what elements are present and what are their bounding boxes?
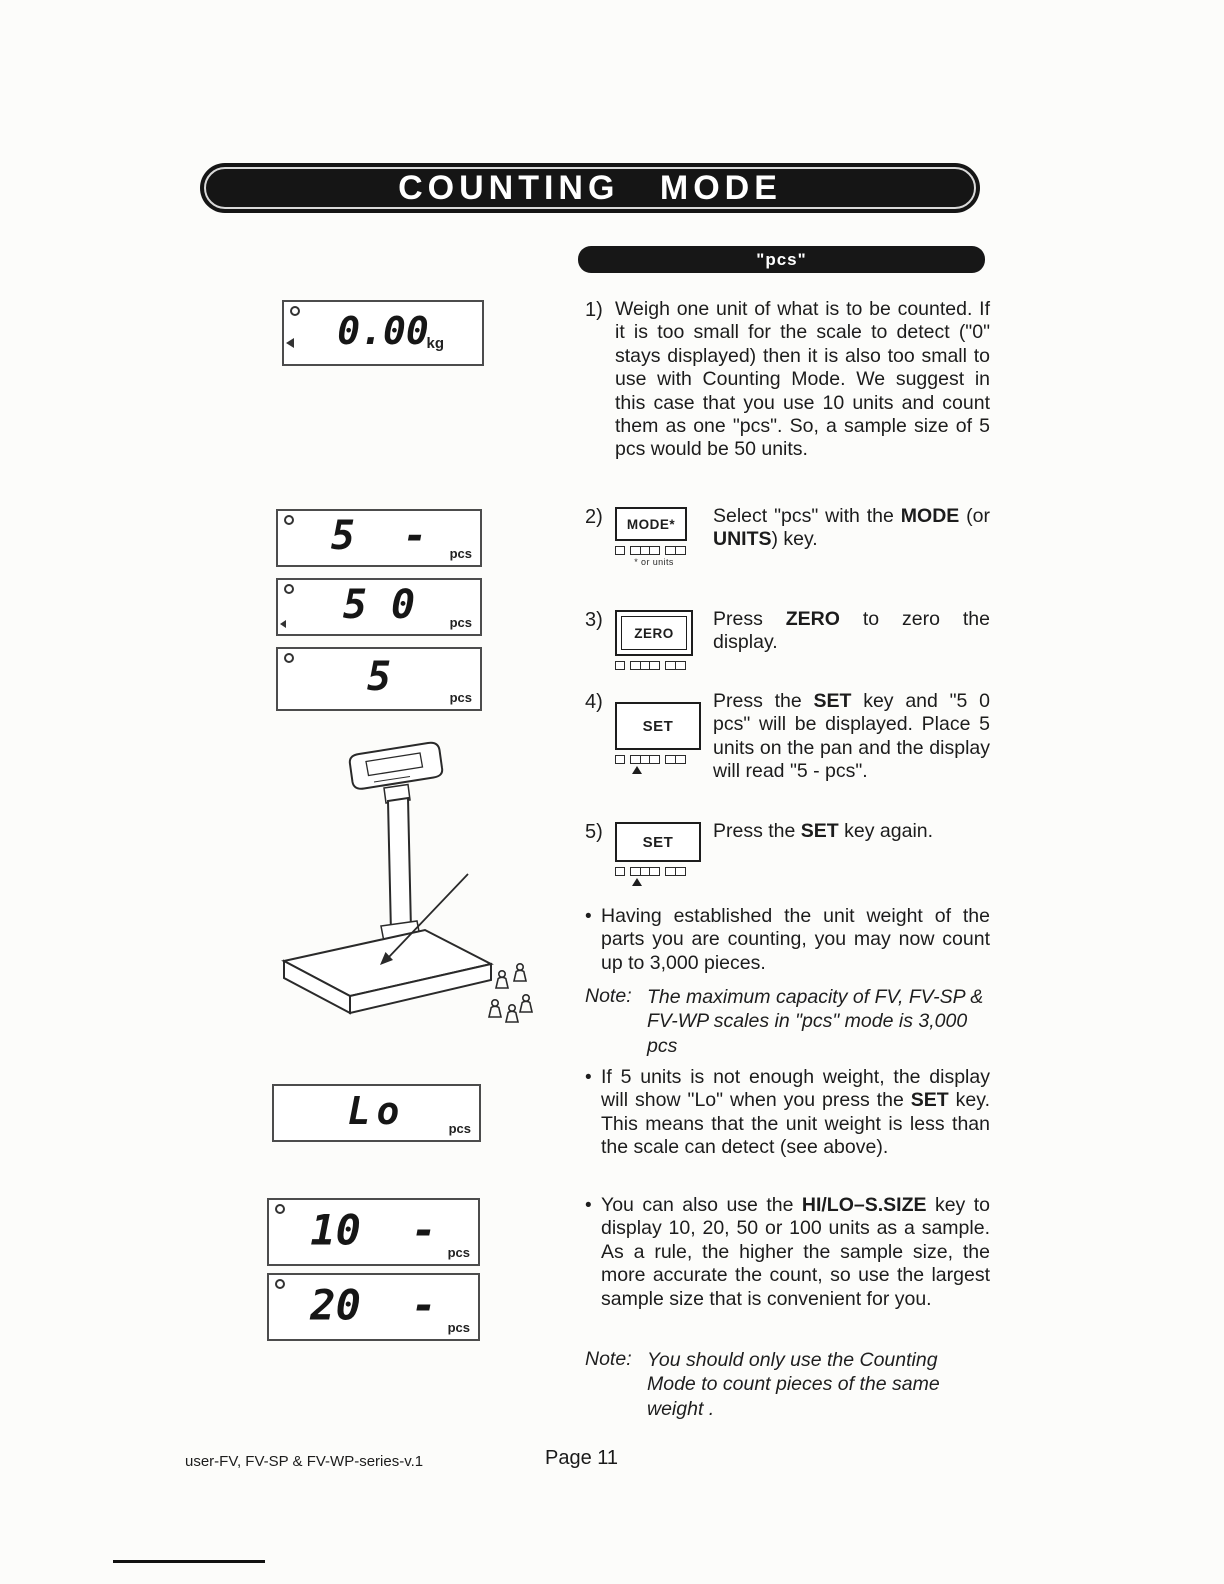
lcd-unit: pcs xyxy=(449,690,472,705)
section-banner xyxy=(200,163,980,213)
set-key xyxy=(615,702,701,750)
mode-key-label: MODE* xyxy=(626,516,676,532)
note-max-capacity xyxy=(585,985,990,1058)
lcd-display-sample-50 xyxy=(276,578,482,636)
bottom-rule xyxy=(113,1560,265,1563)
bullet-sample-size xyxy=(585,1194,990,1311)
bullet-marker: • xyxy=(585,1195,592,1216)
key-column xyxy=(615,690,713,784)
lcd-value: 10 - xyxy=(310,1205,437,1255)
keypad-icon xyxy=(615,660,713,670)
lcd-unit: kg xyxy=(426,335,444,352)
lcd-display-sample-5 xyxy=(276,647,482,711)
step-text: Press ZERO to zero the display. xyxy=(713,608,990,654)
step-4 xyxy=(585,690,990,784)
step-number: 3) xyxy=(585,609,603,631)
lcd-display-sample-5-dash xyxy=(276,509,482,567)
platform xyxy=(284,930,491,1013)
step-text: Weigh one unit of what is to be counted. If it is too small for the scale to detect ("0" stays displayed) then it is also too small to use with Counting Mode. We suggest in this case that you use 10 units and count them as one "pcs". So, a sample size of 5 pcs would be 50 units. xyxy=(615,298,990,461)
lcd-unit: pcs xyxy=(447,1245,470,1260)
caret-up-icon xyxy=(632,878,642,886)
lcd-unit: pcs xyxy=(449,546,472,561)
mode-key xyxy=(615,507,687,541)
note-text: The maximum capacity of FV, FV-SP & FV-WP scales in "pcs" mode is 3,000 pcs xyxy=(647,986,984,1057)
lcd-display-lo xyxy=(272,1084,481,1142)
lcd-value: 5 0 xyxy=(342,582,416,629)
bullet-marker: • xyxy=(585,1067,592,1088)
step-text: Select "pcs" with the MODE (or UNITS) key. xyxy=(713,505,991,551)
pillar xyxy=(381,785,421,948)
keypad-icon xyxy=(615,866,713,876)
sample-weights xyxy=(489,964,532,1022)
zero-key-label: ZERO xyxy=(634,625,674,641)
bullet-count-capacity xyxy=(585,905,990,975)
pcs-banner-label: "pcs" xyxy=(756,249,807,269)
bullet-text: You can also use the HI/LO–S.SIZE key to display 10, 20, 50 or 100 units as a sample. As a rule, the higher the sample size, the more accurate the count, so use the largest sample size that is convenient for you. xyxy=(601,1194,990,1310)
bullet-text: If 5 units is not enough weight, the display will show "Lo" when you press the SET key. This means that the unit weight is less than the scale can detect (see above). xyxy=(601,1066,990,1159)
key-column xyxy=(615,820,713,886)
bullet-marker: • xyxy=(585,906,592,927)
note-label: Note: xyxy=(585,1348,632,1370)
document-reference: user-FV, FV-SP & FV-WP-series-v.1 xyxy=(185,1453,424,1470)
lcd-unit: pcs xyxy=(448,1121,471,1136)
bullet-text: Having established the unit weight of the parts you are counting, you may now count up to 3,000 pieces. xyxy=(601,905,990,974)
page-number: Page 11 xyxy=(545,1447,619,1469)
lcd-value: 5 xyxy=(366,654,392,701)
lcd-display-sample-20 xyxy=(267,1273,480,1341)
step-number: 4) xyxy=(585,691,603,713)
key-column xyxy=(615,505,713,567)
zero-key-face xyxy=(621,616,687,650)
lcd-value: Lo xyxy=(347,1089,406,1134)
step-3 xyxy=(585,608,990,670)
lcd-unit: pcs xyxy=(447,1320,470,1335)
step-text: Press the SET key again. xyxy=(713,820,934,842)
note-label: Note: xyxy=(585,985,632,1007)
lcd-display-zero-weight xyxy=(282,300,484,366)
caret-up-icon xyxy=(632,766,642,774)
step-number: 2) xyxy=(585,506,603,528)
key-footnote: * or units xyxy=(634,557,674,567)
note-text: You should only use the Counting Mode to count pieces of the same weight . xyxy=(647,1349,940,1420)
set-key-label: SET xyxy=(642,833,674,851)
lcd-value: 5 - xyxy=(330,513,428,560)
step-1 xyxy=(585,298,990,462)
step-number: 5) xyxy=(585,821,603,843)
zero-key xyxy=(615,610,693,656)
step-5 xyxy=(585,820,990,886)
set-key-label: SET xyxy=(642,717,674,735)
section-title: COUNTING MODE xyxy=(398,168,782,207)
pcs-banner xyxy=(578,246,985,273)
note-same-weight xyxy=(585,1348,990,1421)
step-number: 1) xyxy=(585,299,603,321)
key-column xyxy=(615,608,713,670)
scale-drawing xyxy=(284,743,532,1022)
lcd-value: 20 - xyxy=(310,1280,437,1330)
step-2 xyxy=(585,505,990,567)
scale-illustration xyxy=(262,724,534,1069)
lcd-display-sample-10 xyxy=(267,1198,480,1266)
bullet-lo-warning xyxy=(585,1066,990,1160)
keypad-icon xyxy=(615,545,713,555)
set-key xyxy=(615,822,701,862)
lcd-value: 0.00 xyxy=(337,309,429,354)
step-text: Press the SET key and "5 0 pcs" will be displayed. Place 5 units on the pan and the display will read "5 - pcs". xyxy=(713,690,990,783)
indicator-head xyxy=(350,743,442,789)
keypad-icon xyxy=(615,754,713,764)
lcd-unit: pcs xyxy=(449,615,472,630)
